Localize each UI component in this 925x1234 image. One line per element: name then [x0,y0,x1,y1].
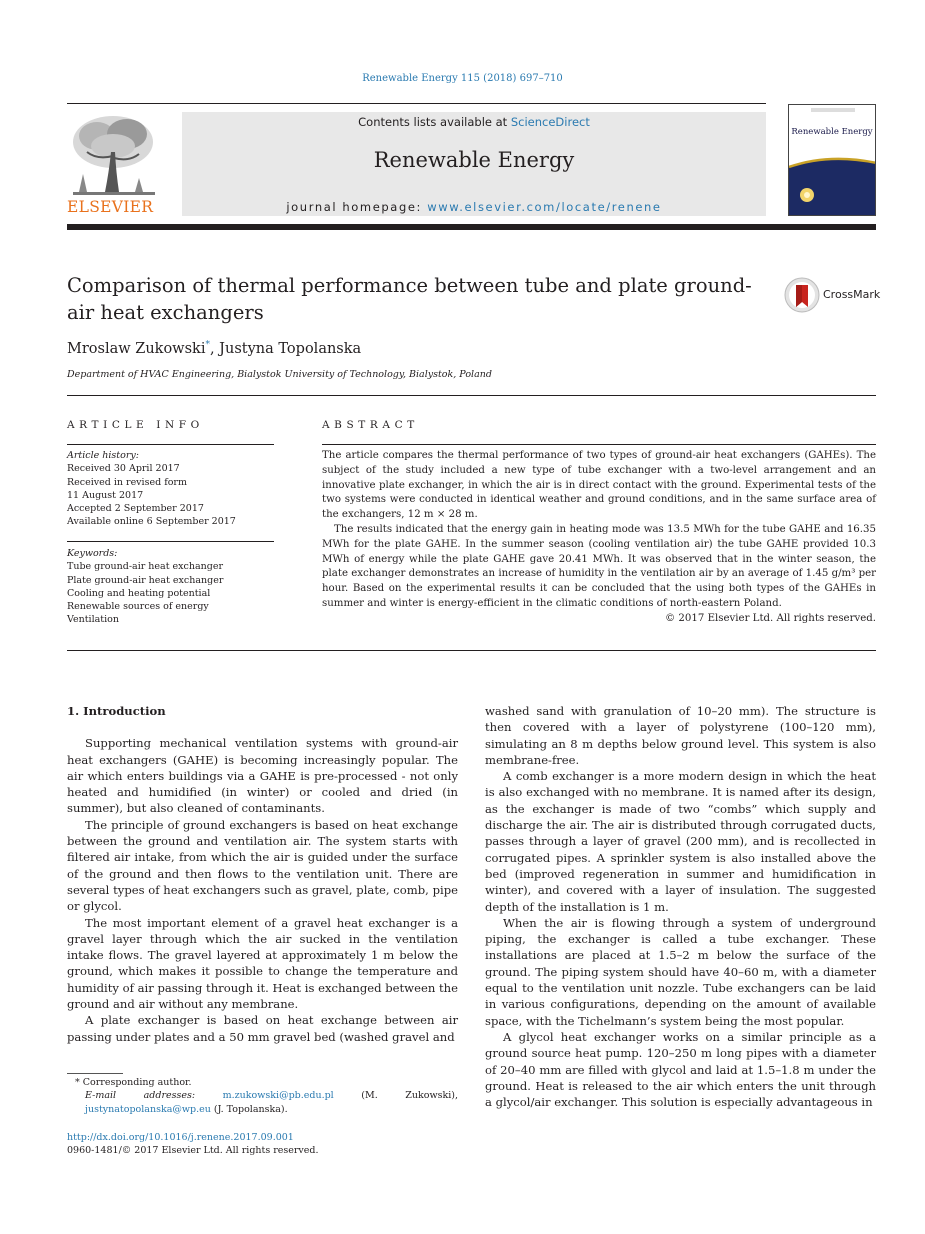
history-item: Received in revised form [67,476,187,488]
article-title: Comparison of thermal performance between tube and plate ground-air heat exchangers [67,274,752,324]
crossmark-badge[interactable] [784,277,881,313]
author-name: Mroslaw Zukowski [67,340,206,357]
body-column-left [67,703,458,1045]
keyword-item: Cooling and heating potential [67,587,211,599]
corresponding-author-mark[interactable]: * [205,340,210,350]
keywords-block [67,547,274,627]
journal-cover-thumbnail[interactable] [788,104,876,216]
contents-prefix: Contents lists available at [358,115,511,129]
doi-link[interactable]: http://dx.doi.org/10.1016/j.renene.2017.09.001 [67,1132,294,1143]
journal-citation-link[interactable]: Renewable Energy 115 (2018) 697–710 [362,73,563,84]
cover-art-icon [789,105,876,216]
author-list [67,340,361,357]
crossmark-icon [784,277,820,313]
body-paragraph: The principle of ground exchangers is based on heat exchange between the ground and ventilation air. The system starts with filtered air intake, from which the air is guided under the surface of the ground and then flows to the ventilation unit. There are several types of heat exchangers such as gravel, plate, comb, pipe or glycol. [67,817,458,914]
keyword-item: Tube ground-air heat exchanger [67,561,223,573]
body-paragraph: Supporting mechanical ventilation systems with ground-air heat exchangers (GAHE) is becoming increasingly popular. The air which enters buildings via a GAHE is pre-processed - not only heated and humidified (in winter) or cooled and dried (in summer), but also cleaned of contaminants. [67,736,458,816]
body-paragraph: A glycol heat exchanger works on a similar principle as a ground source heat pump. 120–250 m long pipes with a diameter of 20–40 mm are filled with glycol and laid at 1.5–1.8 m under the ground. Heat is released to the air which enters the unit through a glycol/air exchanger. This solution is especially advantageous in [485,1029,876,1110]
header-top-rule [67,103,766,104]
affiliation: Department of HVAC Engineering, Bialystok University of Technology, Bialystok, Poland [67,369,492,380]
history-item: Received 30 April 2017 [67,463,180,475]
journal-homepage-link[interactable]: www.elsevier.com/locate/renene [427,200,662,214]
article-info-heading: ARTICLE INFO [67,419,204,431]
body-paragraph: washed sand with granulation of 10–20 mm). The structure is then covered with a layer of polystyrene (100–120 mm), simulating an 8 m depths below ground level. This system is also membrane-free. [485,704,876,767]
history-item: 11 August 2017 [67,489,144,501]
email-owner: (J. Topolanska). [210,1103,288,1115]
keyword-item: Plate ground-air heat exchanger [67,574,224,586]
elsevier-tree-icon [67,112,160,198]
journal-banner [182,112,766,216]
publisher-wordmark: ELSEVIER [67,198,154,216]
footnote-rule [67,1073,123,1074]
issn-line: 0960-1481/© 2017 Elsevier Ltd. All rights reserved. [67,1145,319,1157]
author-name: , Justyna Topolanska [209,340,362,357]
email-owner: (M. Zukowski), [333,1090,459,1102]
email-link-topolanska[interactable]: justynatopolanska@wp.eu [85,1103,211,1115]
sciencedirect-link[interactable]: ScienceDirect [510,115,590,129]
homepage-prefix: journal homepage: [286,200,428,214]
body-paragraph: A comb exchanger is a more modern design in which the heat is also exchanged with no membrane. It is named after its design, as the exchanger is made of two “combs” which supply and discharge the air. The air is distributed through corrugated ducts, passes through a layer of gravel (200 mm), and is recollected in corrugated pipes. A sprinkler system is also installed above the bed (improved regeneration in summer and humidification in winter), and covered with a layer of insulation. The suggested depth of the installation is 1 m. [485,769,876,914]
history-label: Article history: [67,450,139,461]
section-heading: 1. Introduction [67,704,166,718]
abstract-paragraph: The results indicated that the energy gain in heating mode was 13.5 MWh for the tube GAHE and 16.35 MWh for the plate GAHE. In the summer season (cooling ventilation air) the tube GAHE provided 10.3 MWh of energy while the plate GAHE gave 20.41 MWh. It was observed that in the winter season, the plate exchanger demonstrates an increase of humidity in the ventilation air by an average of 1.45 g/m³ per hour. Based on the experimental results it can be concluded that the using both types of the GAHEs in summer and winter is energy-efficient in the climatic conditions of north-eastern Poland. [322,523,876,609]
homepage-line [182,200,766,214]
crossmark-label: CrossMark [823,288,881,301]
corresponding-author-note: * Corresponding author. [75,1077,192,1088]
header-thick-rule [67,224,876,230]
doi-block [67,1131,319,1158]
body-paragraph: A plate exchanger is based on heat exchange between air passing under plates and a 50 mm gravel bed (washed gravel and [67,1013,458,1044]
abstract-body [322,449,876,627]
journal-title: Renewable Energy [373,148,575,172]
body-paragraph: When the air is flowing through a system of underground piping, the exchanger is called a tube exchanger. These installations are placed at 1.5–2 m below the surface of the ground. The piping system should have 40–60 m, with a diameter equal to the ventilation unit nozzle. Tube exchangers can be laid in various configurations, depending on the amount of available space, with the Tichelmann’s system being the most popular. [485,915,876,1028]
abstract-paragraph: The article compares the thermal performance of two types of ground-air heat exchangers (GAHEs). The subject of the study included a new type of tube exchanger with a two-level arrangement and an innovative plate exchanger, in which the air is in direct contact with the ground. Experimental tests of the two systems were conducted in identical weather and ground conditions, and in the same surface area of the exchangers, 12 m × 28 m. [322,450,876,521]
history-item: Accepted 2 September 2017 [67,503,204,515]
body-column-right [485,703,876,1110]
body-paragraph: The most important element of a gravel heat exchanger is a gravel layer through which the air sucked in the ventilation intake flows. The gravel layered at approximately 1 m below the ground, which makes it possible to change the temperature and humidity of air passing through it. Heat is exchanged between the ground and air without any membrane. [67,915,458,1012]
divider [67,395,876,396]
article-history [67,449,274,529]
divider [67,650,876,651]
email-link-zukowski[interactable]: m.zukowski@pb.edu.pl [222,1090,334,1102]
abstract-copyright: © 2017 Elsevier Ltd. All rights reserved. [664,612,876,624]
history-item: Available online 6 September 2017 [67,516,236,528]
email-label: E-mail addresses: [85,1090,196,1102]
elsevier-logo [67,112,160,216]
divider [67,444,274,445]
divider [322,444,876,445]
divider [67,541,274,542]
keyword-item: Ventilation [67,614,119,626]
keywords-label: Keywords: [67,548,118,559]
email-line [67,1089,458,1116]
cover-title: Renewable Energy [791,127,873,137]
contents-line [182,115,766,129]
abstract-heading: ABSTRACT [322,419,419,431]
footnote [67,1076,458,1116]
keyword-item: Renewable sources of energy [67,601,209,613]
